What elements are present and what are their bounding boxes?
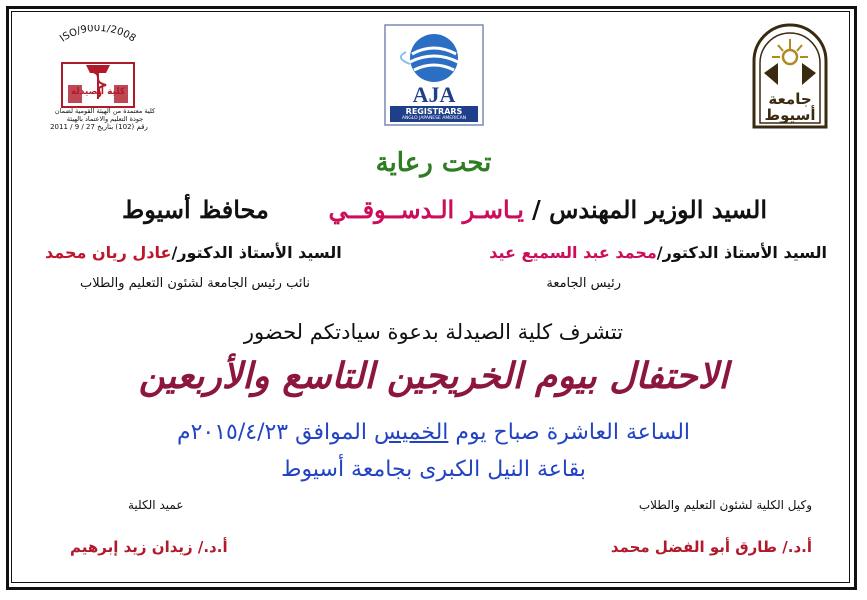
iso-caption-2: جودة التعليم والاعتماد بالهيئة: [66, 115, 144, 123]
iso-caption-1: كلية معتمدة من الهيئة القومية لضمان: [54, 107, 156, 115]
iso-caption-3: رقم (102) بتاريخ 27 / 9 / 2011: [50, 123, 148, 131]
iso-college-name: كلية الصيدلة: [70, 87, 126, 97]
event-time-post: الموافق ٢٠١٥/٤/٢٣م: [176, 420, 374, 445]
president-title: رئيس الجامعة: [546, 276, 621, 291]
assiut-university-logo: [750, 23, 830, 129]
minister-line: [321, 195, 768, 224]
aja-registrars-logo: [384, 24, 484, 126]
president-line: [489, 243, 827, 262]
aja-sub1: REGISTRARS: [405, 107, 463, 116]
vice-president-title: نائب رئيس الجامعة لشئون التعليم والطلاب: [80, 276, 311, 291]
event-place: بقاعة النيل الكبرى بجامعة أسيوط: [281, 457, 586, 482]
event-day: الخميس: [374, 420, 449, 445]
aja-sub2: ANGLO JAPANESE AMERICAN: [401, 116, 467, 121]
dean-name: أ.د./ زيدان زيد إبرهيم: [70, 538, 228, 556]
pharmacy-iso-logo: [28, 25, 168, 140]
governor-title: محافظ أسيوط: [122, 195, 269, 224]
event-time-pre: الساعة العاشرة صباح يوم: [448, 420, 691, 445]
svg-text:ISO/9001/2008: [58, 25, 137, 45]
minister-prefix: السيد الوزير المهندس /: [531, 195, 767, 224]
vice-dean-name: أ.د./ طارق أبو الفضل محمد: [610, 538, 812, 556]
vice-dean-title: وكيل الكلية لشئون التعليم والطلاب: [638, 498, 812, 512]
minister-name: يـاسـر الـدســوقــي: [328, 195, 524, 224]
event-title: الاحتفال بيوم الخريجين التاسع والأربعين: [138, 355, 729, 397]
invitation-line: تتشرف كلية الصيدلة بدعوة سيادتكم لحضور: [243, 320, 624, 344]
president-prefix: السيد الأستاذ الدكتور/: [656, 243, 827, 262]
president-name: محمد عبد السميع عيد: [489, 243, 657, 262]
patronage-title: تحت رعاية: [375, 148, 492, 178]
vice-president-name: عادل ريان محمد: [45, 243, 172, 262]
vice-president-line: [45, 243, 342, 262]
event-time: [0, 420, 867, 445]
assiut-logo-text: جامعة أسيوط: [764, 90, 816, 124]
vice-president-prefix: السيد الأستاذ الدكتور/: [171, 243, 342, 262]
aja-name: AJA: [412, 82, 456, 107]
dean-title: عميد الكلية: [128, 498, 184, 512]
iso-arc-text: ISO/9001/2008: [58, 25, 138, 45]
